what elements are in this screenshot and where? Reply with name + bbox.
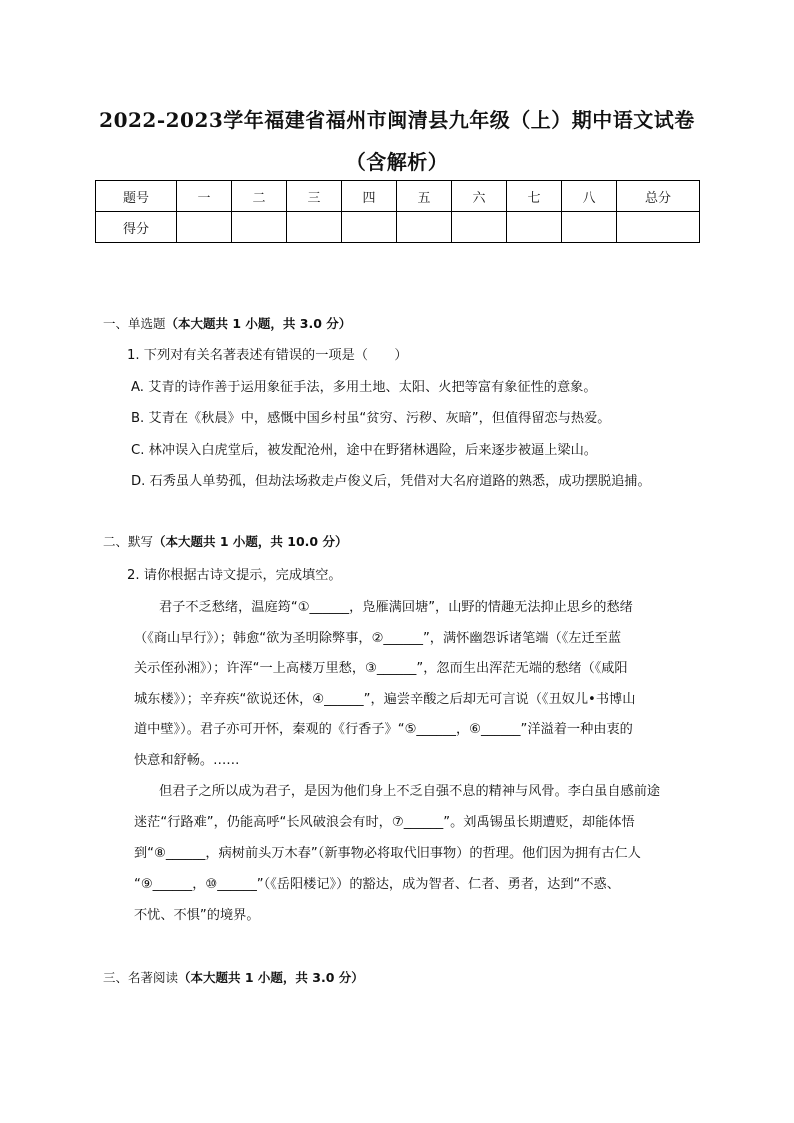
score-cell[interactable] [617,212,700,243]
option-c: C. 林冲误入白虎堂后，被发配沧州，途中在野猪林遇险，后来逐步被逼上梁山。 [131,443,597,458]
passage-line: 到“⑧______，病树前头万木春”（新事物必将取代旧事物）的哲理。他们因为拥有古仁人 [134,846,641,861]
section-3-heading [103,968,364,986]
score-cell[interactable] [562,212,617,243]
passage-line: 迷茫“行路难”，仍能高呼“长风破浪会有时，⑦______”。刘禹锡虽长期遭贬，却能体悟 [134,815,635,830]
header-cell: 五 [397,181,452,212]
passage-line: 关示侄孙湘》）；许浑“一上高楼万里愁，③______”，忽而生出浑茫无端的愁绪（《咸阳 [134,661,628,676]
header-cell: 八 [562,181,617,212]
score-cell[interactable] [397,212,452,243]
passage-line: 道中壁》）。君子亦可开怀，秦观的《行香子》“⑤______，⑥______”洋溢着一种由衷的 [134,722,633,737]
passage-line: （《商山早行》）；韩愈“欲为圣明除弊事，②______”，满怀幽怨诉诸笔端（《左迁至蓝 [134,631,622,646]
section-3-title: 三、名著阅读 [103,970,179,985]
score-value-row [96,212,700,243]
section-2-title: 二、默写 [103,534,154,549]
exam-subtitle: （含解析） [345,150,449,174]
passage-line: 君子不乏愁绪，温庭筠“①______，凫雁满回塘”，山野的情趣无法抑止思乡的愁绪 [159,600,633,615]
section-2-info: （本大题共 1 小题，共 10.0 分） [153,534,348,549]
passage-line: 快意和舒畅。…… [134,753,240,768]
header-cell: 一 [177,181,232,212]
option-d: D. 石秀虽人单势孤，但劫法场救走卢俊义后，凭借对大名府道路的熟悉，成功摆脱追捕。 [131,474,651,489]
header-cell: 七 [507,181,562,212]
section-2-heading [103,532,347,550]
score-table [95,180,700,243]
section-1-heading [103,314,351,332]
score-header-row [96,181,700,212]
section-1-title: 一、单选题 [103,316,166,331]
passage-line: “⑨______，⑩______”（《岳阳楼记》）的豁达，成为智者、仁者、勇者，达到“不惑、 [134,877,620,892]
section-3-info: （本大题共 1 小题，共 3.0 分） [178,970,364,985]
question-2: 2. 请你根据古诗文提示，完成填空。 [127,568,342,583]
header-cell: 六 [452,181,507,212]
question-1: 1. 下列对有关名著表述有错误的一项是（ ） [127,348,408,363]
score-cell[interactable] [507,212,562,243]
passage-line: 城东楼》）；辛弃疾“欲说还休，④______”，遍尝辛酸之后却无可言说（《丑奴儿•书博山 [134,692,636,707]
header-cell: 题号 [96,181,177,212]
header-cell: 总分 [617,181,700,212]
score-cell[interactable] [287,212,342,243]
exam-title: 2022-2023学年福建省福州市闽清县九年级（上）期中语文试卷 [99,108,695,132]
score-cell[interactable] [232,212,287,243]
header-cell: 四 [342,181,397,212]
passage-line: 不忧、不惧”的境界。 [134,908,260,923]
section-1-info: （本大题共 1 小题，共 3.0 分） [165,316,352,331]
header-cell: 三 [287,181,342,212]
option-a: A. 艾青的诗作善于运用象征手法，多用土地、太阳、火把等富有象征性的意象。 [131,380,597,395]
passage-line: 但君子之所以成为君子，是因为他们身上不乏自强不息的精神与风骨。李白虽自感前途 [159,784,661,799]
score-cell[interactable] [342,212,397,243]
option-b: B. 艾青在《秋晨》中，感慨中国乡村虽“贫穷、污秽、灰暗”，但值得留恋与热爱。 [131,411,611,426]
score-row-label: 得分 [96,212,177,243]
header-cell: 二 [232,181,287,212]
score-cell[interactable] [177,212,232,243]
score-cell[interactable] [452,212,507,243]
